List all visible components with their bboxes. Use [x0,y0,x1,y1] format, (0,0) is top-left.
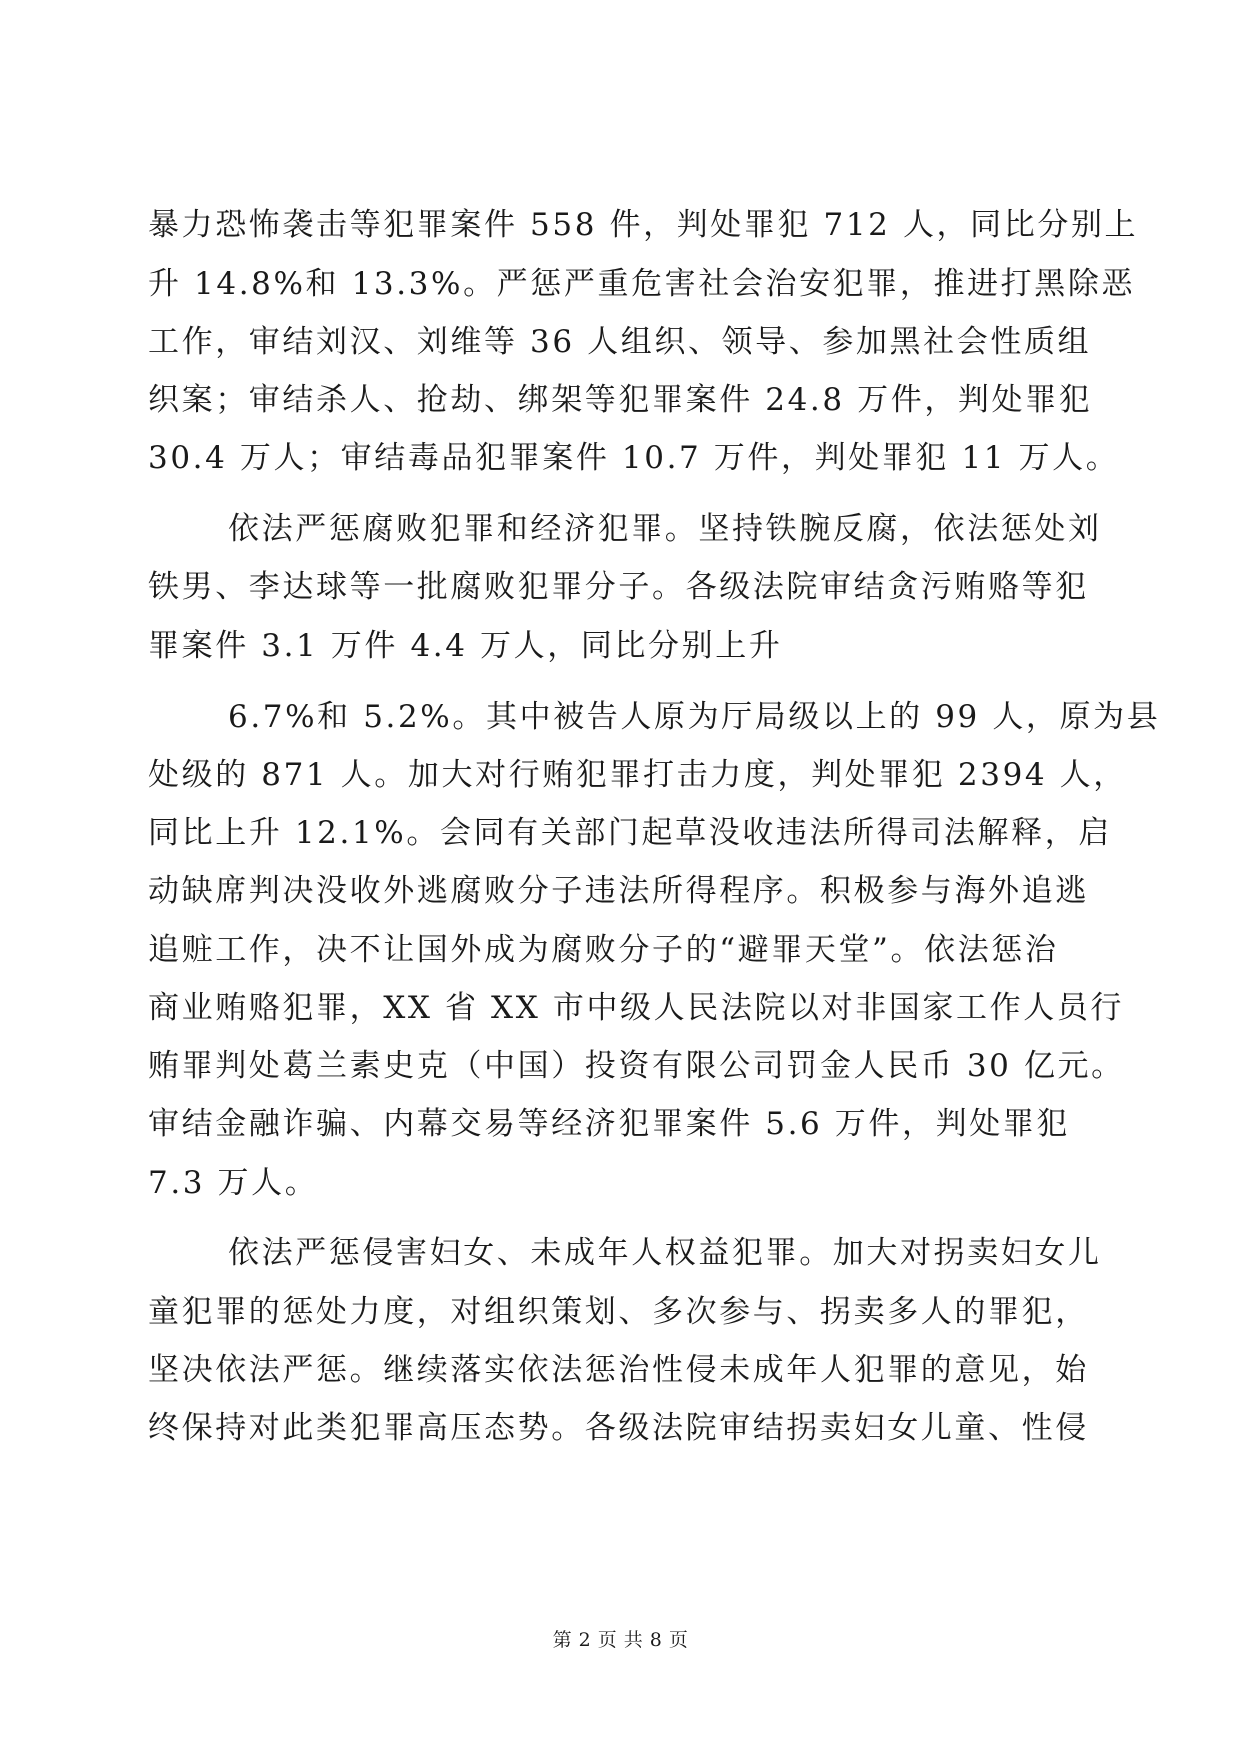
text-line: 商业贿赂犯罪，XX 省 XX 市中级人民法院以对非国家工作人员行 [148,990,1125,1026]
text-line: 7.3 万人。 [148,1165,319,1201]
text-line: 审结金融诈骗、内幕交易等经济犯罪案件 5.6 万件，判处罪犯 [148,1106,1071,1142]
text-line: 童犯罪的惩处力度，对组织策划、多次参与、拐卖多人的罪犯， [148,1294,1089,1330]
text-line: 铁男、李达球等一批腐败犯罪分子。各级法院审结贪污贿赂等犯 [148,569,1089,605]
text-line: 暴力恐怖袭击等犯罪案件 558 件，判处罪犯 712 人，同比分别上 [148,207,1139,243]
text-line: 织案；审结杀人、抢劫、绑架等犯罪案件 24.8 万件，判处罪犯 [148,382,1093,418]
text-line: 终保持对此类犯罪高压态势。各级法院审结拐卖妇女儿童、性侵 [148,1410,1089,1446]
page-number-footer: 第 2 页 共 8 页 [552,1629,689,1651]
text-line: 升 14.8%和 13.3%。严惩严重危害社会治安犯罪，推进打黑除恶 [148,266,1136,302]
text-line: 依法严惩侵害妇女、未成年人权益犯罪。加大对拐卖妇女儿 [228,1235,1102,1271]
text-line: 6.7%和 5.2%。其中被告人原为厅局级以上的 99 人，原为县 [228,699,1161,735]
text-line: 依法严惩腐败犯罪和经济犯罪。坚持铁腕反腐，依法惩处刘 [228,511,1102,547]
text-line: 30.4 万人；审结毒品犯罪案件 10.7 万件，判处罪犯 11 万人。 [148,440,1120,476]
text-line: 贿罪判处葛兰素史克（中国）投资有限公司罚金人民币 30 亿元。 [148,1048,1125,1084]
text-line: 罪案件 3.1 万件 4.4 万人，同比分别上升 [148,628,783,664]
text-line: 同比上升 12.1%。会同有关部门起草没收违法所得司法解释，启 [148,815,1112,851]
text-line: 工作，审结刘汉、刘维等 36 人组织、领导、参加黑社会性质组 [148,324,1092,360]
text-line: 处级的 871 人。加大对行贿犯罪打击力度，判处罪犯 2394 人， [148,757,1127,793]
text-line: 追赃工作，决不让国外成为腐败分子的“避罪天堂”。依法惩治 [148,932,1059,968]
text-line: 坚决依法严惩。继续落实依法惩治性侵未成年人犯罪的意见，始 [148,1352,1089,1388]
text-line: 动缺席判决没收外逃腐败分子违法所得程序。积极参与海外追逃 [148,873,1089,909]
